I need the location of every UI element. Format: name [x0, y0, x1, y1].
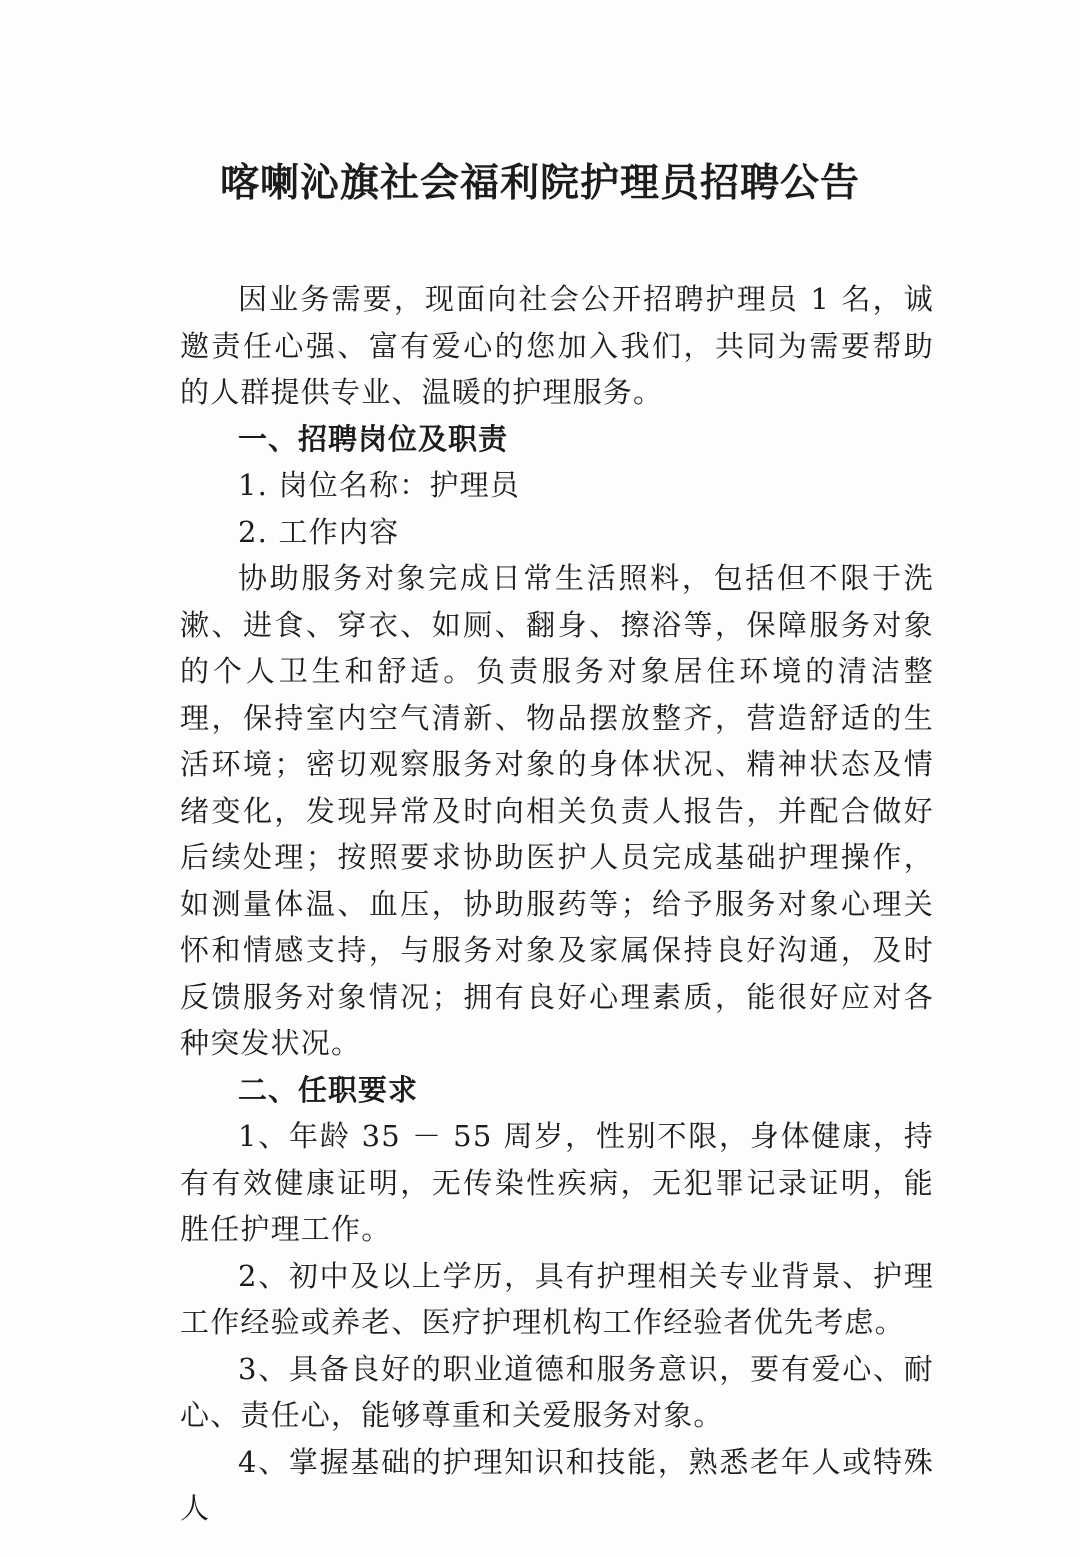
work-content-paragraph: 协助服务对象完成日常生活照料，包括但不限于洗漱、进食、穿衣、如厕、翻身、擦浴等，保障服务对象的个人卫生和舒适。负责服务对象居住环境的清洁整理，保持室内空气清新、物品摆放整齐，营造舒适的生活环境；密切观察服务对象的身体状况、精神状态及情绪变化，发现异常及时向相关负责人报告，并配合做好后续处理；按照要求协助医护人员完成基础护理操作，如测量体温、血压，协助服药等；给予服务对象心理关怀和情感支持，与服务对象及家属保持良好沟通，及时反馈服务对象情况；拥有良好心理素质，能很好应对各种突发状况。: [180, 561, 934, 1060]
requirement-item: 2、初中及以上学历，具有护理相关专业背景、护理工作经验或养老、医疗护理机构工作经验者优先考虑。: [180, 1258, 934, 1339]
work-content-heading: 2. 工作内容: [238, 514, 400, 549]
section-heading-positions: 一、招聘岗位及职责: [238, 421, 509, 456]
intro-paragraph: 因业务需要，现面向社会公开招聘护理员 1 名，诚邀责任心强、富有爱心的您加入我们，共同为需要帮助的人群提供专业、温暖的护理服务。: [180, 282, 934, 409]
section-heading-requirements: 二、任职要求: [238, 1072, 419, 1107]
position-name-line: 1. 岗位名称：护理员: [238, 468, 521, 502]
document-title: 喀喇沁旗社会福利院护理员招聘公告: [219, 161, 860, 206]
requirement-item: 3、具备良好的职业道德和服务意识，要有爱心、耐心、责任心，能够尊重和关爱服务对象。: [180, 1351, 934, 1432]
requirement-item: 4、掌握基础的护理知识和技能，熟悉老年人或特殊人: [180, 1444, 934, 1525]
document-body: [180, 276, 934, 1532]
requirement-item: 1、年龄 35 － 55 周岁，性别不限，身体健康，持有有效健康证明，无传染性疾病，无犯罪记录证明，能胜任护理工作。: [180, 1119, 934, 1246]
